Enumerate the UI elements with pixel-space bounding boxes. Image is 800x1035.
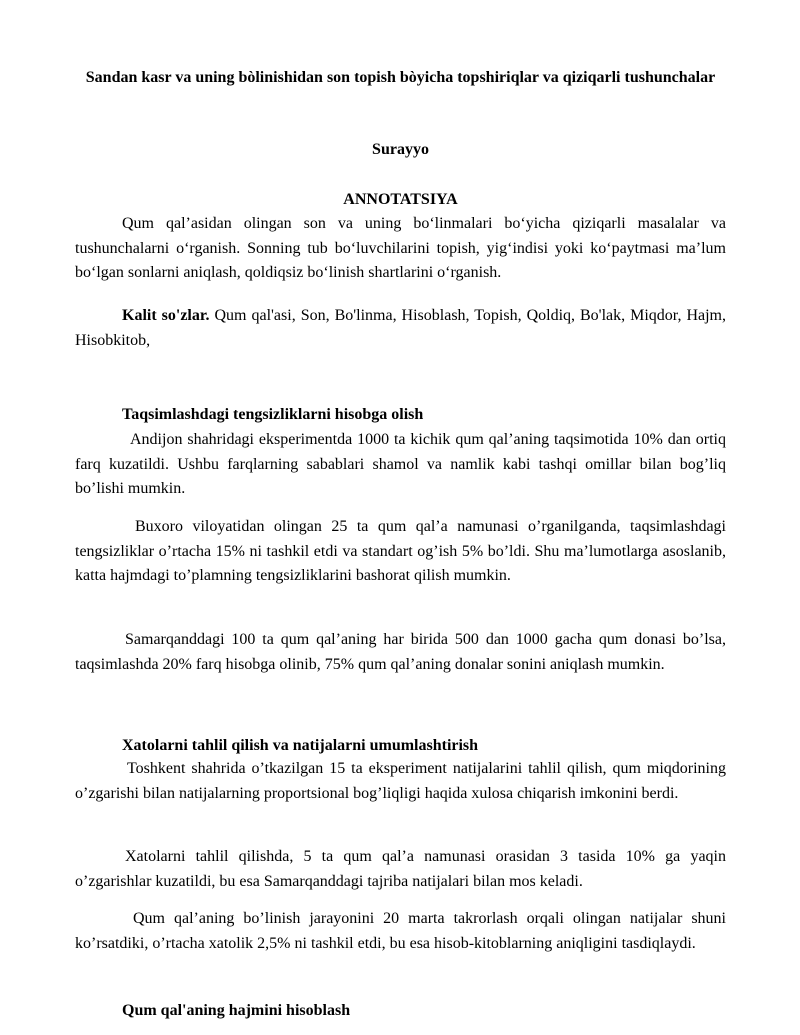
annotation-text: Qum qal’asidan olingan son va uning bo‘linmalari bo‘yicha qiziqarli masalalar va tushunchalarni o‘rganish. Sonning tub bo‘luvchilarini topish, yig‘indisi yoki ko‘paytmasi ma’lum bo‘lgan sonlarni aniqlash, qoldiqsiz bo‘linish shartlarini o‘rganish. <box>75 215 726 281</box>
section-heading-distribution: Taqsimlashdagi tengsizliklarni hisobga olish <box>122 406 424 423</box>
keywords-paragraph <box>75 304 726 353</box>
section-heading-errors: Xatolarni tahlil qilish va natijalarni umumlashtirish <box>122 737 479 754</box>
author-name: Surayyo <box>372 141 429 158</box>
section-heading-volume: Qum qal'aning hajmini hisoblash <box>122 1002 351 1019</box>
annotation-heading: ANNOTATSIYA <box>343 191 458 208</box>
document-title: Sandan kasr va uning bòlinishidan son topish bòyicha topshiriqlar va qiziqarli tushunchalar <box>85 69 716 86</box>
section-1-paragraph-2: Buxoro viloyatidan olingan 25 ta qum qal’a namunasi o’rganilganda, taqsimlashdagi tengsizliklar o’rtacha 15% ni tashkil etdi va standart og’ish 5% bo’ldi. Shu ma’lumotlarga asoslanib, katta hajmdagi to’plamning tengsizliklarini bashorat qilish mumkin. <box>75 518 726 584</box>
section-1-paragraph-1: Andijon shahridagi eksperimentda 1000 ta kichik qum qal’aning taqsimotida 10% dan ortiq farq kuzatildi. Ushbu farqlarning sabablari shamol va namlik kabi tashqi omillar bilan bog’liq bo’lishi mumkin. <box>75 431 726 497</box>
section-2-paragraph-2: Xatolarni tahlil qilishda, 5 ta qum qal’a namunasi orasidan 3 tasida 10% ga yaqin o’zgarishlar kuzatildi, bu esa Samarqanddagi tajriba natijalari bilan mos keladi. <box>75 848 726 890</box>
section-2-paragraph-1: Toshkent shahrida o’tkazilgan 15 ta eksperiment natijalarini tahlil qilish, qum miqdorining o’zgarishi bilan natijalarning proportsional bog’liqligi haqida xulosa chiqarish imkonini berdi. <box>75 760 726 802</box>
section-2-paragraph-3: Qum qal’aning bo’linish jarayonini 20 marta takrorlash orqali olingan natijalar shuni ko’rsatdiki, o’rtacha xatolik 2,5% ni tashkil etdi, bu esa hisob-kitoblarning aniqligini tasdiqlaydi. <box>75 910 726 952</box>
section-1-paragraph-3: Samarqanddagi 100 ta qum qal’aning har birida 500 dan 1000 gacha qum donasi bo’lsa, taqsimlashda 20% farq hisobga olinib, 75% qum qal’aning donalar sonini aniqlash mumkin. <box>75 631 726 673</box>
keywords-label: Kalit so'zlar. <box>122 307 210 324</box>
keywords-text: Qum qal'asi, Son, Bo'linma, Hisoblash, Topish, Qoldiq, Bo'lak, Miqdor, Hajm, Hisobkitob, <box>75 307 727 349</box>
